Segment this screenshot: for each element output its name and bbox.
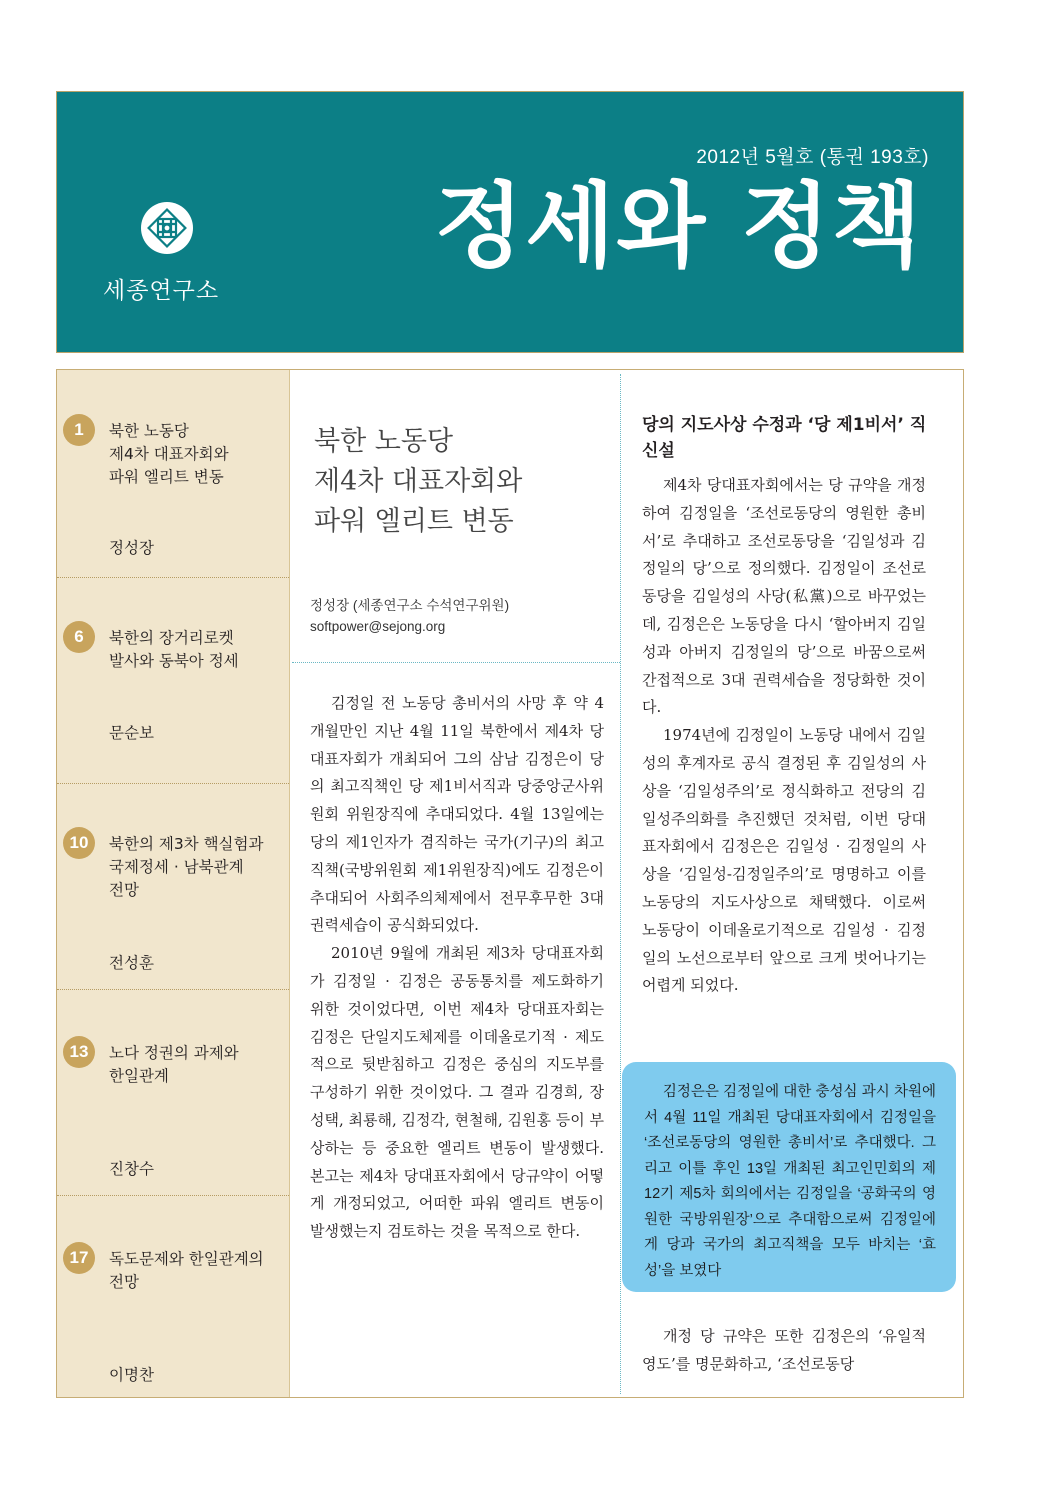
paragraph: 김정일 전 노동당 총비서의 사망 후 약 4개월만인 지난 4월 11일 북한에서 제4차 당대표자회가 개최되어 그의 삼남 김정은이 당의 최고직책인 당 제1비서직과 당중앙군사위원회 위원장직에 추대되었다. 4월 13일에는 당의 제1인자가 겸직하는 국가(기구)의 최고직책(국방위원회 제1위원장직)에도 김정은이 추대되어 사회주의체제에서 전무후무한 3대 권력세습이 공식화되었다.	[310, 694, 604, 935]
right-column	[642, 370, 936, 1397]
callout-text: 김정은은 김정일에 대한 충성심 과시 차원에서 4월 11일 개최된 당대표자회에서 김정일을 ‘조선로동당의 영원한 총비서’로 추대했다. 그리고 이틀 후인 13일 개최된 최고인민회의 제12기 제5차 회의에서는 김정일을 ‘공화국의 영원한 국방위원장’으로 추대함으로써 김정일에게 당과 국가의 최고직책을 모두 바치는 ‘효성’을 보였다	[644, 1084, 936, 1279]
page-badge: 13	[63, 1036, 95, 1068]
toc-item[interactable]	[57, 989, 289, 1196]
author-line: 정성장 (세종연구소 수석연구위원)	[310, 598, 510, 613]
page-badge: 6	[63, 621, 95, 653]
content-frame	[56, 369, 964, 1398]
section-heading: 당의 지도사상 수정과 ‘당 제1비서’ 직 신설	[642, 415, 927, 461]
toc-author: 진창수	[109, 1160, 154, 1178]
paragraph: 1974년에 김정일이 노동당 내에서 김일성의 후계자로 공식 결정된 후 김일성의 사상을 ‘김일성주의’로 정식화하고 전당의 김일성주의화를 추진했던 것처럼, 이번 당대표자회에서 김정은은 김일성 · 김정일의 사상을 ‘김일성-김정일주의’로 명명하고 이를 노동당의 지도사상으로 채택했다. 이로써 노동당이 이데올로기적으로 김일성 · 김정일의 노선으로부터 앞으로 크게 벗어나기는 어렵게 되었다.	[642, 726, 926, 995]
issue-label: 2012년 5월호 (통권 193호)	[696, 147, 929, 168]
continued-text	[642, 1323, 926, 1379]
page-badge: 10	[63, 827, 95, 859]
page-badge: 1	[63, 414, 95, 446]
paragraph: 제4차 당대표자회에서는 당 규약을 개정하여 김정일을 ‘조선로동당의 영원한 총비서’로 추대하고 조선로동당을 ‘김일성과 김정일의 당’으로 정의했다. 김정일이 조선로동당을 김일성의 사당(私黨)으로 바꾸었는데, 김정은은 노동당을 다시 ‘할아버지 김일성과 아버지 김정일의 당’으로 바꿈으로써 간접적으로 3대 권력세습을 정당화한 것이다.	[642, 476, 926, 717]
toc-author: 정성장	[109, 539, 154, 557]
article-body	[310, 690, 604, 1246]
toc-author: 문순보	[109, 724, 154, 742]
article-column	[290, 370, 620, 1397]
toc-item[interactable]	[57, 577, 289, 784]
toc-item[interactable]	[57, 1195, 289, 1398]
masthead-title: 정세와 정책	[434, 173, 923, 280]
toc-item[interactable]	[57, 783, 289, 990]
byline	[310, 595, 509, 637]
sejong-logo-icon	[139, 200, 195, 256]
column-divider	[620, 374, 621, 1394]
article-title: 북한 노동당 제4차 대표자회와 파워 엘리트 변동	[314, 426, 523, 537]
toc-title[interactable]: 노다 정권의 과제와 한일관계	[109, 1044, 239, 1085]
author-email[interactable]: softpower@sejong.org	[310, 619, 446, 634]
toc-item[interactable]	[57, 370, 289, 578]
toc-title[interactable]: 독도문제와 한일관계의 전망	[109, 1250, 264, 1291]
divider	[292, 662, 620, 663]
org-name: 세종연구소	[103, 278, 220, 304]
table-of-contents	[57, 370, 290, 1397]
paragraph: 2010년 9월에 개최된 제3차 당대표자회가 김정일 · 김정은 공동통치를 제도화하기 위한 것이었다면, 이번 제4차 당대표자회는 김정은 단일지도체제를 이데올로기적 · 제도적으로 뒷받침하고 김정은 중심의 지도부를 구성하기 위한 것이었다. 그 결과 김경희, 장성택, 최룡해, 김정각, 현철해, 김원홍 등이 부상하는 등 중요한 엘리트 변동이 발생했다. 본고는 제4차 당대표자회에서 당규약이 어떻게 개정되었고, 어떠한 파워 엘리트 변동이 발생했는지 검토하는 것을 목적으로 한다.	[310, 944, 605, 1241]
right-body	[642, 472, 926, 1000]
page-badge: 17	[63, 1242, 95, 1274]
header-banner	[56, 91, 964, 353]
paragraph: 개정 당 규약은 또한 김정은의 ‘유일적 영도’를 명문화하고, ‘조선로동당	[642, 1327, 926, 1373]
toc-title[interactable]: 북한의 제3차 핵실험과 국제정세 · 남북관계 전망	[109, 835, 264, 899]
toc-title[interactable]: 북한 노동당 제4차 대표자회와 파워 엘리트 변동	[109, 422, 229, 486]
highlight-callout	[622, 1062, 956, 1292]
toc-author: 이명찬	[109, 1366, 154, 1384]
toc-author: 전성훈	[109, 954, 154, 972]
toc-title[interactable]: 북한의 장거리로켓 발사와 동북아 정세	[109, 629, 239, 670]
